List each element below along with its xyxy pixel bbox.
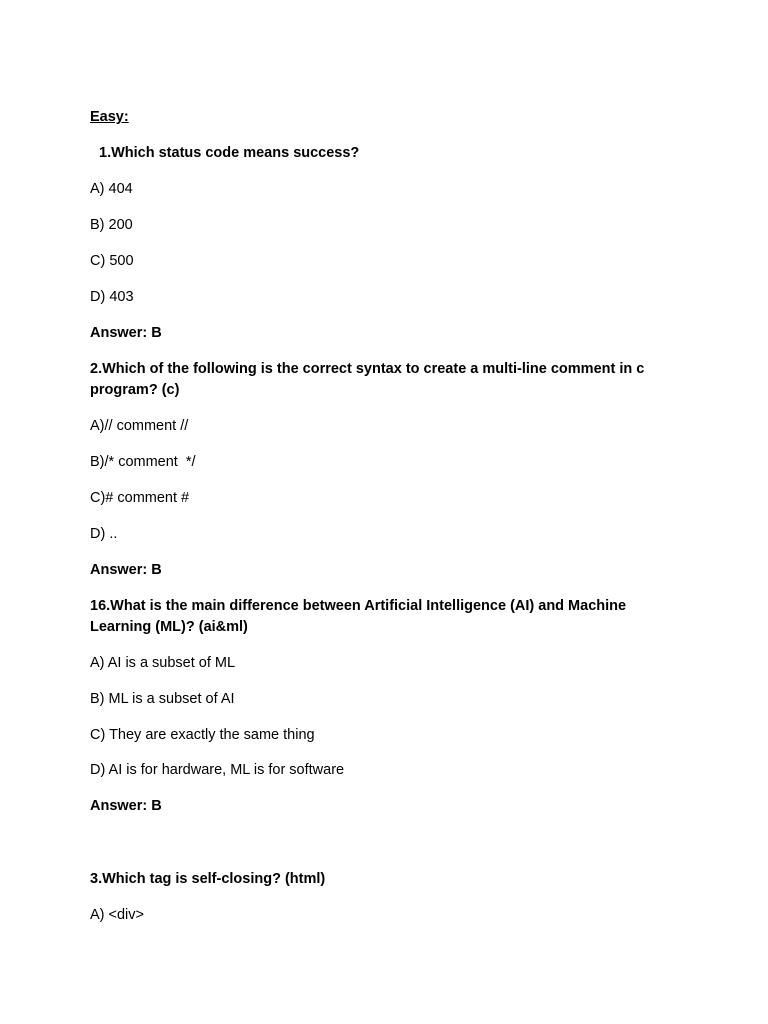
question-2-option-c: C)# comment # [90, 490, 190, 506]
question-2-option-b: B)/* comment */ [90, 454, 196, 470]
question-1-answer: Answer: B [90, 325, 162, 341]
question-3-text: 3.Which tag is self-closing? (html) [90, 871, 326, 887]
question-16-option-d: D) AI is for hardware, ML is for software [90, 762, 345, 778]
question-2-option-a: A)// comment // [90, 418, 189, 434]
section-heading: Easy: [90, 109, 129, 125]
question-3-option-a: A) <div> [90, 907, 144, 923]
question-2-option-d: D) .. [90, 526, 118, 542]
question-1-text: 1.Which status code means success? [99, 145, 360, 161]
question-16-option-b: B) ML is a subset of AI [90, 691, 235, 707]
question-16-text: 16.What is the main difference between Artificial Intelligence (AI) and Machine Learning (ML)? (ai&ml) [90, 598, 627, 635]
question-16-option-a: A) AI is a subset of ML [90, 655, 236, 671]
question-16-option-c: C) They are exactly the same thing [90, 727, 315, 743]
question-1-option-d: D) 403 [90, 289, 134, 305]
question-1-option-c: C) 500 [90, 253, 134, 269]
question-2-text: 2.Which of the following is the correct syntax to create a multi-line comment in c program? (c) [90, 361, 645, 398]
question-1-option-a: A) 404 [90, 181, 133, 197]
question-1-option-b: B) 200 [90, 217, 133, 233]
question-16-answer: Answer: B [90, 798, 162, 814]
question-2-answer: Answer: B [90, 562, 162, 578]
